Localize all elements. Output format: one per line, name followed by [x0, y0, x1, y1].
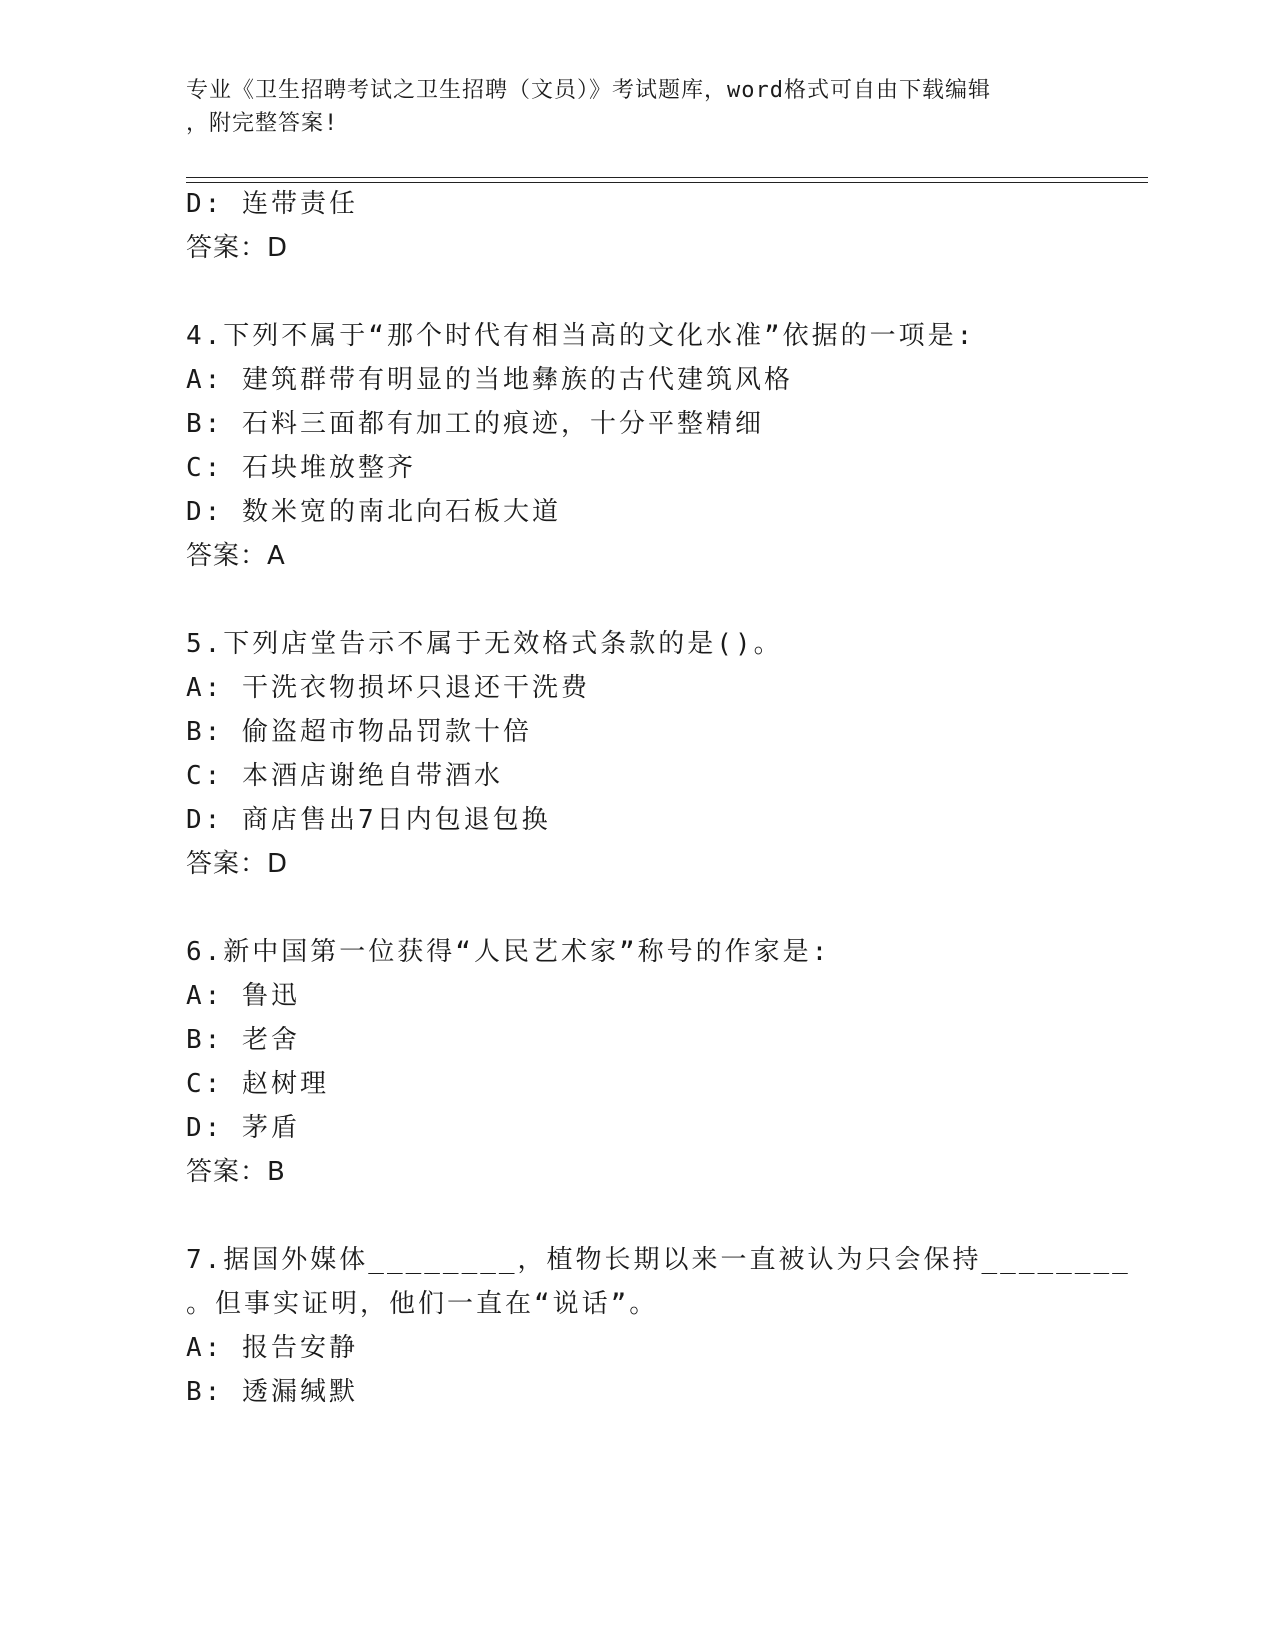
q4-option-c: C: 石块堆放整齐 — [186, 453, 416, 483]
q4-option-d: D: 数米宽的南北向石板大道 — [186, 497, 561, 527]
q4-option-a: A: 建筑群带有明显的当地彝族的古代建筑风格 — [186, 365, 793, 395]
prev-option-d: D: 连带责任 — [186, 189, 358, 219]
document-header — [186, 74, 1086, 140]
q6-option-d: D: 茅盾 — [186, 1113, 300, 1143]
q7-stem-line-2: 。但事实证明，他们一直在“说话”。 — [186, 1289, 659, 1319]
q5-stem: 5.下列店堂告示不属于无效格式条款的是()。 — [186, 629, 783, 659]
q4-stem: 4.下列不属于“那个时代有相当高的文化水准”依据的一项是: — [186, 321, 976, 351]
q5-answer: 答案：D — [186, 849, 289, 879]
q6-stem: 6.新中国第一位获得“人民艺术家”称号的作家是: — [186, 937, 831, 967]
q4-answer: 答案：A — [186, 541, 286, 571]
q4-option-b: B: 石料三面都有加工的痕迹，十分平整精细 — [186, 409, 764, 439]
q5-option-b: B: 偷盗超市物品罚款十倍 — [186, 717, 532, 747]
header-line-2: ，附完整答案! — [186, 111, 339, 136]
header-divider-top — [186, 177, 1148, 178]
header-divider-bottom — [186, 182, 1148, 183]
q7-option-b: B: 透漏缄默 — [186, 1377, 358, 1407]
q7-option-a: A: 报告安静 — [186, 1333, 358, 1363]
q5-option-c: C: 本酒店谢绝自带酒水 — [186, 761, 503, 791]
q5-option-d: D: 商店售出7日内包退包换 — [186, 805, 551, 835]
q5-option-a: A: 干洗衣物损坏只退还干洗费 — [186, 673, 590, 703]
prev-answer: 答案：D — [186, 233, 289, 263]
q6-option-b: B: 老舍 — [186, 1025, 300, 1055]
q6-option-a: A: 鲁迅 — [186, 981, 300, 1011]
header-line-1: 专业《卫生招聘考试之卫生招聘（文员）》考试题库，word格式可自由下载编辑 — [186, 78, 991, 103]
q6-answer: 答案：B — [186, 1157, 286, 1187]
q6-option-c: C: 赵树理 — [186, 1069, 329, 1099]
q7-stem-line-1: 7.据国外媒体________，植物长期以来一直被认为只会保持________ — [186, 1245, 1131, 1275]
